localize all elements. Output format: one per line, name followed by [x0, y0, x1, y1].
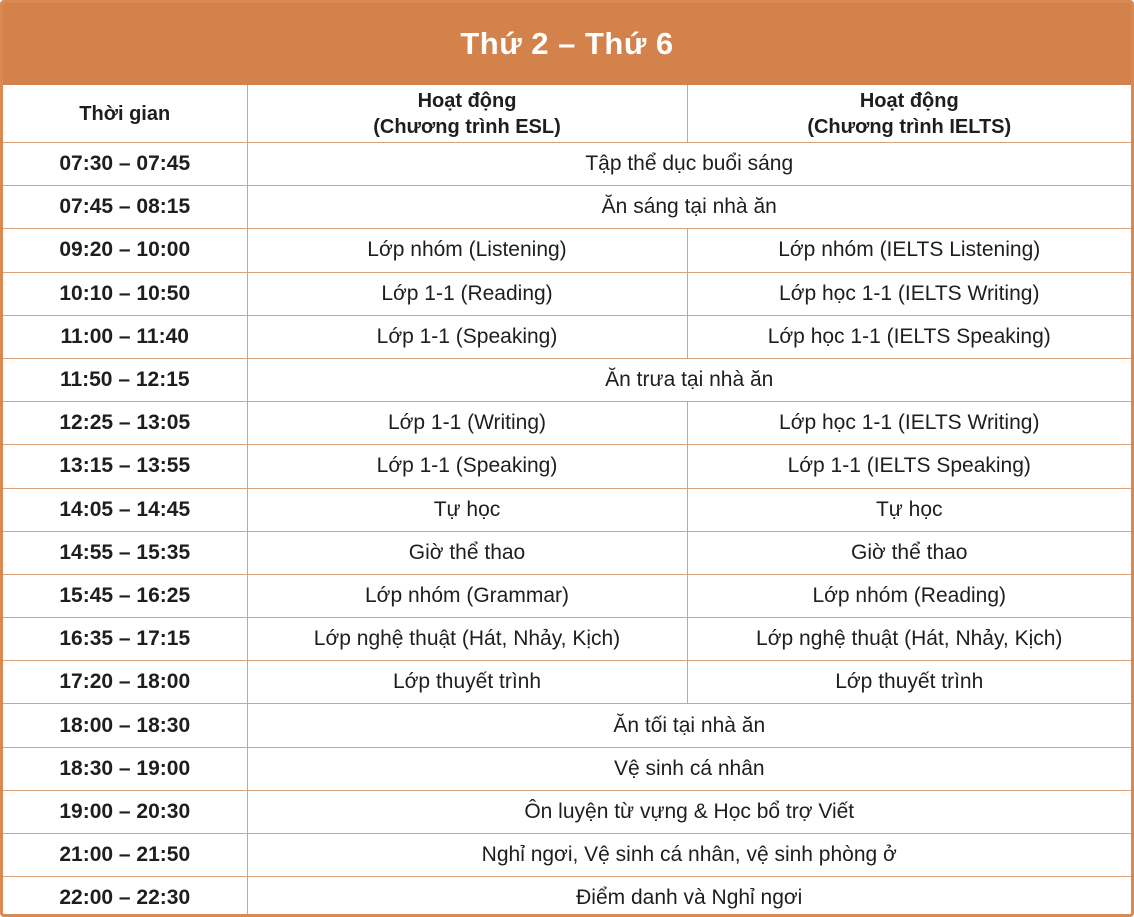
time-cell: 07:45 – 08:15	[3, 186, 247, 229]
activity-cell-esl: Tự học	[247, 488, 687, 531]
activity-cell-esl: Lớp 1-1 (Speaking)	[247, 445, 687, 488]
activity-cell-esl: Lớp nghệ thuật (Hát, Nhảy, Kịch)	[247, 618, 687, 661]
time-cell: 22:00 – 22:30	[3, 877, 247, 917]
header-esl-line1: Hoạt động	[417, 89, 517, 112]
table-row	[3, 618, 1131, 661]
time-cell: 07:30 – 07:45	[3, 143, 247, 186]
schedule-body	[3, 143, 1131, 917]
time-cell: 15:45 – 16:25	[3, 574, 247, 617]
activity-cell-esl: Lớp thuyết trình	[247, 661, 687, 704]
table-row	[3, 661, 1131, 704]
time-cell: 09:20 – 10:00	[3, 229, 247, 272]
table-row	[3, 790, 1131, 833]
time-cell: 17:20 – 18:00	[3, 661, 247, 704]
table-row	[3, 272, 1131, 315]
table-row	[3, 531, 1131, 574]
table-row	[3, 186, 1131, 229]
time-cell: 16:35 – 17:15	[3, 618, 247, 661]
header-ielts	[687, 85, 1131, 143]
table-row	[3, 315, 1131, 358]
activity-cell-shared: Vệ sinh cá nhân	[247, 747, 1131, 790]
activity-cell-ielts: Lớp 1-1 (IELTS Speaking)	[687, 445, 1131, 488]
activity-cell-shared: Điểm danh và Nghỉ ngơi	[247, 877, 1131, 917]
schedule-table	[3, 85, 1131, 917]
table-header-row	[3, 85, 1131, 143]
activity-cell-ielts: Lớp thuyết trình	[687, 661, 1131, 704]
activity-cell-shared: Ôn luyện từ vựng & Học bổ trợ Viết	[247, 790, 1131, 833]
table-row	[3, 445, 1131, 488]
activity-cell-ielts: Lớp học 1-1 (IELTS Speaking)	[687, 315, 1131, 358]
header-time: Thời gian	[3, 85, 247, 143]
table-row	[3, 358, 1131, 401]
table-row	[3, 143, 1131, 186]
header-esl-line2: (Chương trình ESL)	[373, 115, 561, 138]
time-cell: 11:00 – 11:40	[3, 315, 247, 358]
activity-cell-ielts: Lớp nghệ thuật (Hát, Nhảy, Kịch)	[687, 618, 1131, 661]
header-ielts-line1: Hoạt động	[859, 89, 959, 112]
activity-cell-esl: Lớp 1-1 (Writing)	[247, 402, 687, 445]
activity-cell-shared: Nghỉ ngơi, Vệ sinh cá nhân, vệ sinh phòng ở	[247, 834, 1131, 877]
activity-cell-shared: Tập thể dục buổi sáng	[247, 143, 1131, 186]
time-cell: 13:15 – 13:55	[3, 445, 247, 488]
time-cell: 12:25 – 13:05	[3, 402, 247, 445]
time-cell: 10:10 – 10:50	[3, 272, 247, 315]
activity-cell-ielts: Lớp nhóm (Reading)	[687, 574, 1131, 617]
table-row	[3, 877, 1131, 917]
table-row	[3, 402, 1131, 445]
table-row	[3, 834, 1131, 877]
activity-cell-shared: Ăn sáng tại nhà ăn	[247, 186, 1131, 229]
table-row	[3, 747, 1131, 790]
table-row	[3, 229, 1131, 272]
activity-cell-esl: Lớp nhóm (Grammar)	[247, 574, 687, 617]
time-cell: 14:55 – 15:35	[3, 531, 247, 574]
activity-cell-ielts: Lớp nhóm (IELTS Listening)	[687, 229, 1131, 272]
table-row	[3, 488, 1131, 531]
activity-cell-shared: Ăn tối tại nhà ăn	[247, 704, 1131, 747]
schedule-title: Thứ 2 – Thứ 6	[3, 3, 1131, 85]
activity-cell-ielts: Giờ thể thao	[687, 531, 1131, 574]
activity-cell-esl: Lớp 1-1 (Reading)	[247, 272, 687, 315]
time-cell: 19:00 – 20:30	[3, 790, 247, 833]
activity-cell-ielts: Lớp học 1-1 (IELTS Writing)	[687, 272, 1131, 315]
table-row	[3, 704, 1131, 747]
header-ielts-line2: (Chương trình IELTS)	[807, 115, 1012, 138]
time-cell: 11:50 – 12:15	[3, 358, 247, 401]
activity-cell-esl: Lớp 1-1 (Speaking)	[247, 315, 687, 358]
activity-cell-esl: Giờ thể thao	[247, 531, 687, 574]
time-cell: 21:00 – 21:50	[3, 834, 247, 877]
time-cell: 18:00 – 18:30	[3, 704, 247, 747]
header-esl	[247, 85, 687, 143]
activity-cell-esl: Lớp nhóm (Listening)	[247, 229, 687, 272]
table-row	[3, 574, 1131, 617]
activity-cell-ielts: Tự học	[687, 488, 1131, 531]
time-cell: 14:05 – 14:45	[3, 488, 247, 531]
time-cell: 18:30 – 19:00	[3, 747, 247, 790]
activity-cell-ielts: Lớp học 1-1 (IELTS Writing)	[687, 402, 1131, 445]
activity-cell-shared: Ăn trưa tại nhà ăn	[247, 358, 1131, 401]
